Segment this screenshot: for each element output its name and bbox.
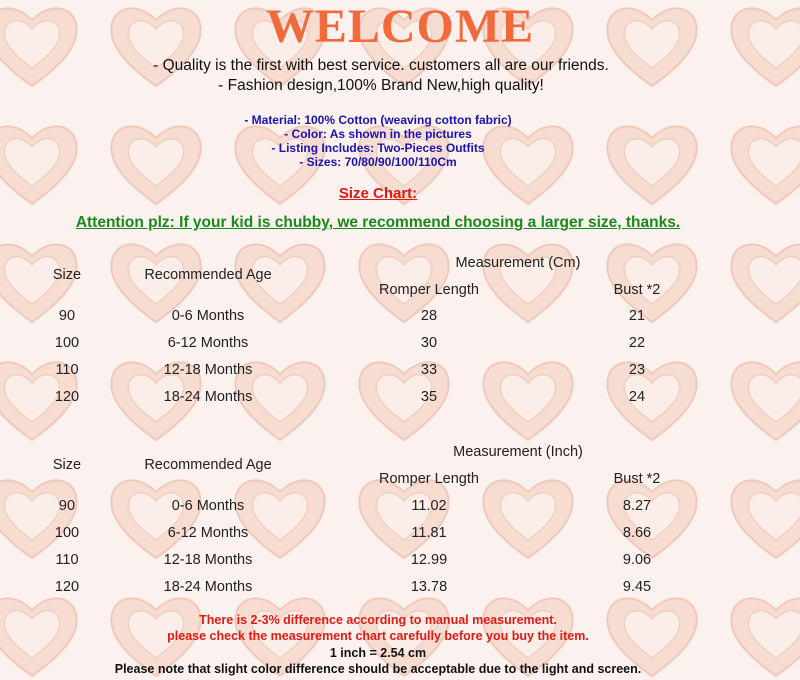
table-cell-age: 6-12 Months (167, 525, 249, 541)
header-size: Size (52, 457, 82, 473)
header-measurement: Measurement (Cm) (455, 255, 581, 271)
header-age: Recommended Age (144, 267, 272, 283)
table-cell-age: 0-6 Months (171, 498, 245, 514)
table-cell-size: 100 (54, 335, 80, 351)
header-size: Size (52, 267, 82, 283)
table-cell-age: 6-12 Months (167, 335, 249, 351)
table-cell-age: 18-24 Months (163, 579, 253, 595)
table-cell-size: 90 (58, 308, 76, 324)
table-cell-length: 35 (420, 389, 438, 405)
table-cell-bust: 23 (628, 362, 646, 378)
table-cell-bust: 8.27 (622, 498, 652, 514)
inch-conversion-note: 1 inch = 2.54 cm (329, 646, 427, 660)
header-length: Romper Length (379, 282, 479, 298)
size-chart-title: Size Chart: (338, 185, 418, 202)
spec-material: - Material: 100% Cotton (weaving cotton fabric) (244, 113, 512, 127)
table-cell-length: 30 (420, 335, 438, 351)
intro-line-quality: - Quality is the first with best service. customers all are our friends. (153, 57, 609, 74)
check-chart-note: please check the measurement chart carefully before you buy the item. (167, 629, 589, 643)
table-cell-length: 12.99 (410, 552, 448, 568)
header-bust: Bust *2 (613, 471, 661, 487)
header-measurement: Measurement (Inch) (453, 444, 583, 460)
table-cell-age: 18-24 Months (163, 389, 253, 405)
table-cell-bust: 8.66 (622, 525, 652, 541)
measurement-difference-note: There is 2-3% difference according to manual measurement. (199, 613, 557, 627)
table-cell-size: 120 (54, 579, 80, 595)
table-cell-bust: 9.45 (622, 579, 652, 595)
intro-line-fashion: - Fashion design,100% Brand New,high quality! (218, 77, 544, 94)
table-cell-length: 13.78 (410, 579, 448, 595)
table-cell-bust: 21 (628, 308, 646, 324)
table-cell-size: 90 (58, 498, 76, 514)
welcome-title: WELCOME (265, 0, 535, 53)
table-cell-bust: 22 (628, 335, 646, 351)
spec-listing: - Listing Includes: Two-Pieces Outfits (271, 141, 485, 155)
header-length: Romper Length (379, 471, 479, 487)
table-cell-bust: 24 (628, 389, 646, 405)
table-cell-size: 110 (55, 552, 79, 568)
table-cell-age: 12-18 Months (163, 552, 253, 568)
table-cell-length: 28 (420, 308, 438, 324)
table-cell-age: 0-6 Months (171, 308, 245, 324)
header-age: Recommended Age (144, 457, 272, 473)
table-cell-size: 100 (54, 525, 80, 541)
table-cell-length: 33 (420, 362, 438, 378)
attention-note: Attention plz: If your kid is chubby, we recommend choosing a larger size, thanks. (75, 214, 681, 231)
spec-sizes: - Sizes: 70/80/90/100/110Cm (299, 155, 457, 169)
table-cell-length: 11.02 (411, 498, 447, 514)
color-difference-note: Please note that slight color difference should be acceptable due to the light and screen. (114, 662, 642, 676)
header-bust: Bust *2 (613, 282, 661, 298)
table-cell-length: 11.81 (411, 525, 447, 541)
table-cell-size: 110 (55, 362, 79, 378)
table-cell-size: 120 (54, 389, 80, 405)
table-cell-bust: 9.06 (622, 552, 652, 568)
table-cell-age: 12-18 Months (163, 362, 253, 378)
spec-color: - Color: As shown in the pictures (284, 127, 472, 141)
